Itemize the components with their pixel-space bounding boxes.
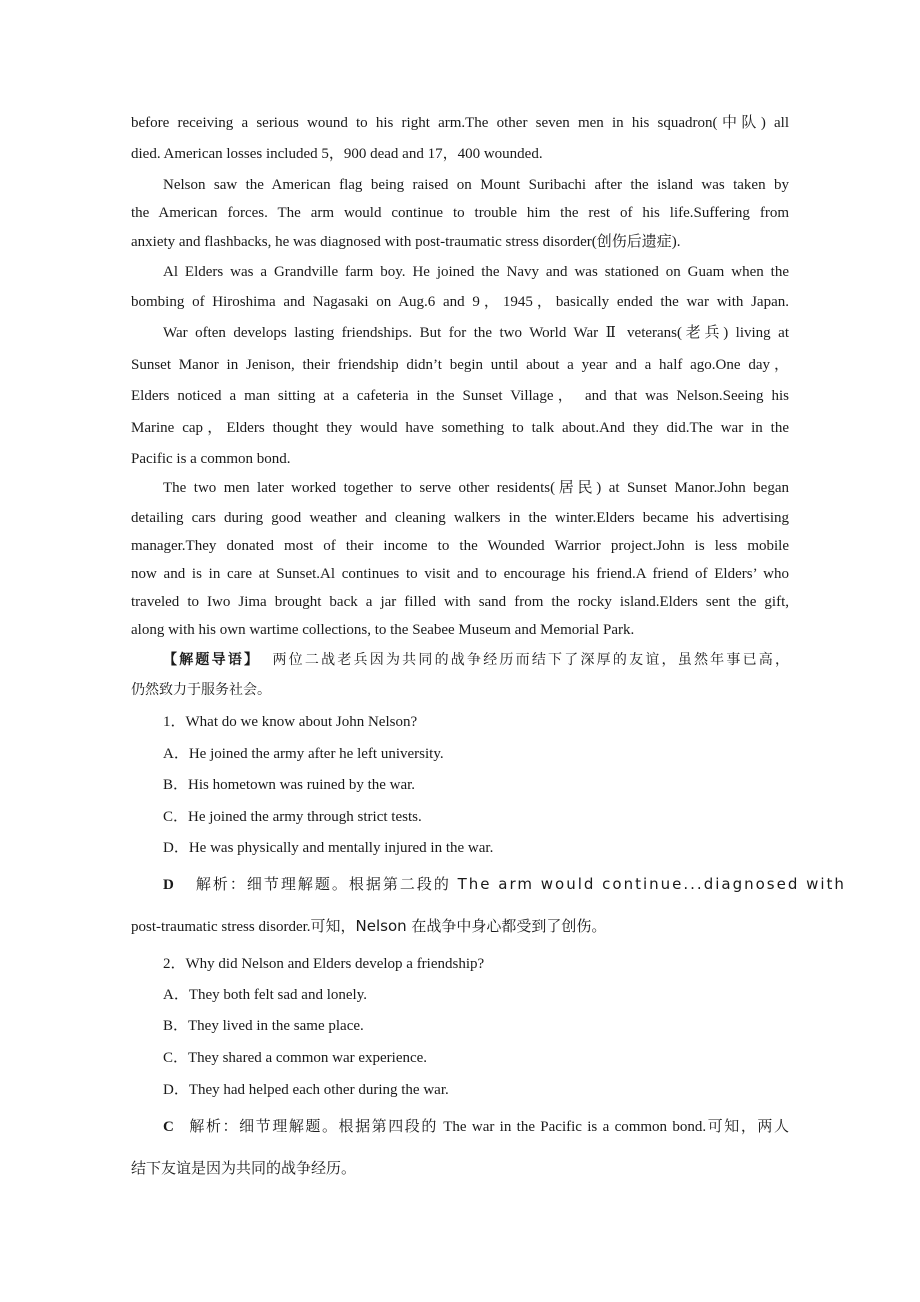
question-1-analysis: 解析：细节理解题。根据第二段的 The arm would continue...diagnosed with [195, 875, 846, 893]
question-2-analysis-line-2: 结下友谊是因为共同的战争经历。 [131, 1159, 357, 1177]
guide-text: 两位二战老兵因为共同的战争经历而结下了深厚的友谊，虽然年事已高， [270, 652, 790, 668]
question-2-answer: C [163, 1119, 174, 1135]
question-1-option-a: A．He joined the army after he left university. [163, 746, 444, 762]
guide-line-2: 仍然致力于服务社会。 [131, 682, 271, 698]
passage-line: now and is in care at Sunset.Al continues to visit and to encourage his friend.A friend of Elders’ who [131, 566, 789, 582]
passage-line: manager.They donated most of their income to the Wounded Warrior project.John is less mobile [131, 538, 789, 554]
question-1-option-b: B．His hometown was ruined by the war. [163, 777, 416, 793]
question-2-option-d: D．They had helped each other during the war. [163, 1082, 449, 1098]
passage-line: traveled to Iwo Jima brought back a jar filled with sand from the rocky island.Elders sent the gift, [131, 594, 789, 610]
question-1-option-d: D．He was physically and mentally injured in the war. [163, 840, 494, 856]
passage-line: Nelson saw the American flag being raised on Mount Suribachi after the island was taken by [163, 177, 789, 193]
passage-line: Elders noticed a man sitting at a cafeteria in the Sunset Village， and that was Nelson.Seeing his [131, 388, 789, 404]
passage-line: anxiety and flashbacks, he was diagnosed with post‐traumatic stress disorder(创伤后遗症). [131, 234, 681, 250]
passage-line: bombing of Hiroshima and Nagasaki on Aug.6 and 9，1945，basically ended the war with Japan. [131, 294, 789, 310]
passage-line: detailing cars during good weather and cleaning walkers in the winter.Elders became his advertising [131, 510, 789, 526]
question-1-analysis-line-2: post-traumatic stress disorder.可知，Nelson 在战争中身心都受到了创伤。 [131, 917, 607, 935]
passage-line: the American forces. The arm would continue to trouble him the rest of his life.Suffering from [131, 205, 789, 221]
passage-line: Sunset Manor in Jenison, their friendship didn’t begin until about a year and a half ago.One day， [131, 357, 789, 373]
passage-line: Al Elders was a Grandville farm boy. He joined the Navy and was stationed on Guam when the [163, 264, 789, 280]
guide-line-1 [131, 650, 789, 670]
question-1-option-c: C．He joined the army through strict tests. [163, 809, 422, 825]
question-1-answer: D [163, 877, 174, 893]
passage-line: along with his own wartime collections, to the Seabee Museum and Memorial Park. [131, 622, 635, 638]
passage-line: died. American losses included 5，900 dead and 17，400 wounded. [131, 146, 543, 162]
question-2-option-c: C．They shared a common war experience. [163, 1050, 428, 1066]
question-1-stem: 1．What do we know about John Nelson? [163, 714, 418, 730]
passage-line: War often develops lasting friendships. But for the two World War Ⅱ veterans(老兵) living at [163, 325, 789, 341]
passage-line: The two men later worked together to serve other residents(居民) at Sunset Manor.John began [163, 480, 789, 496]
question-2-option-a: A．They both felt sad and lonely. [163, 987, 367, 1003]
question-2-analysis-line-1: C 解析：细节理解题。根据第四段的 The war in the Pacific is a common bond.可知，两人 [163, 1117, 789, 1135]
question-1-analysis-line-1 [131, 874, 846, 895]
question-2-stem: 2．Why did Nelson and Elders develop a friendship? [163, 956, 485, 972]
passage-line: before receiving a serious wound to his right arm.The other seven men in his squadron(中队) all [131, 115, 789, 131]
passage-line: Pacific is a common bond. [131, 451, 291, 467]
passage-line: Marine cap，Elders thought they would have something to talk about.And they did.The war in the [131, 420, 789, 436]
question-2-option-b: B．They lived in the same place. [163, 1018, 364, 1034]
guide-label: 【解题导语】 [163, 652, 261, 668]
